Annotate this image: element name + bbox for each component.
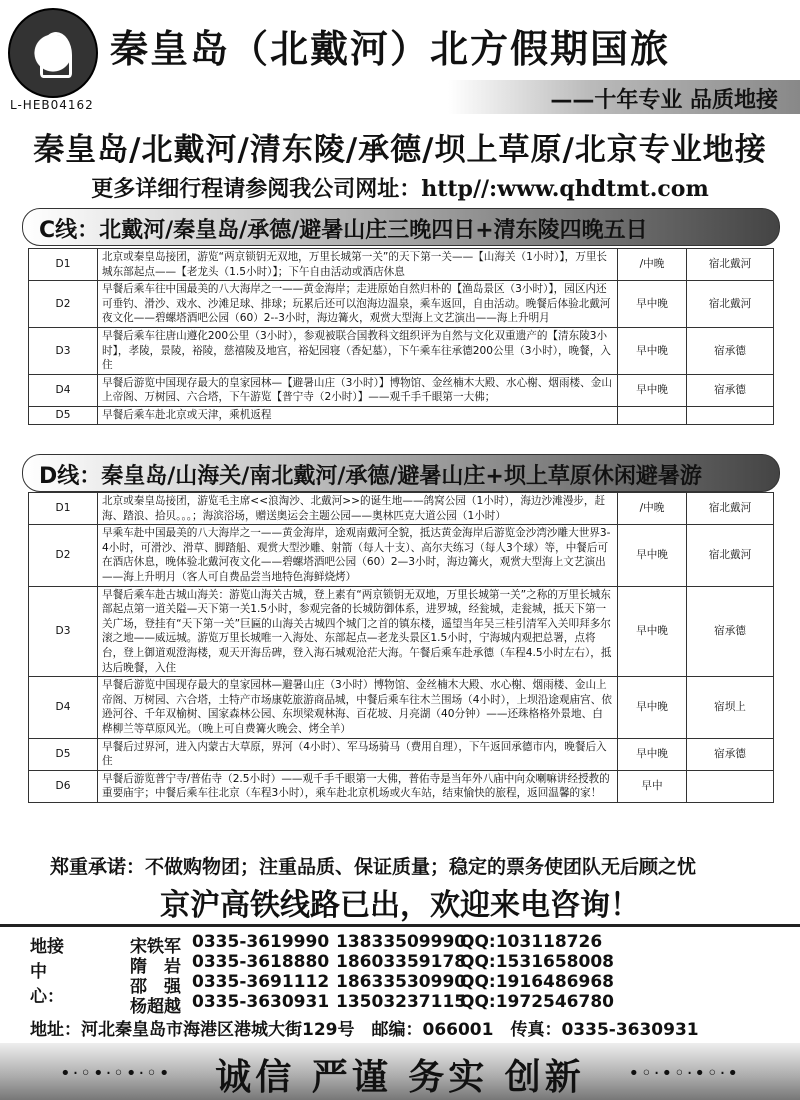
contact-mobile: 13833509990: [336, 932, 467, 952]
description-cell: 早餐后游览中国现存最大的皇家园林—【避暑山庄（3小时）】博物馆、金丝楠木大殿、水心榭、烟雨楼、金山上帝阁、万树园、六合塔，下午游览【普宁寺（2小时）】——观千手千眼第一大佛；: [98, 374, 618, 406]
contact-mobile: 13503237115: [336, 992, 467, 1012]
meals-cell: 早中晚: [618, 586, 687, 677]
line-c-table: [28, 248, 774, 425]
footer: [0, 1043, 800, 1100]
lodging-cell: 宿北戴河: [687, 525, 774, 586]
lodging-cell: 宿北戴河: [687, 281, 774, 328]
day-cell: D6: [29, 770, 98, 802]
contact-phone: 0335-3691112: [192, 972, 330, 992]
itinerary-row: [29, 281, 774, 328]
itinerary-row: [29, 374, 774, 406]
contact-phone: 0335-3618880: [192, 952, 330, 972]
description-cell: 早餐后过界河，进入内蒙古大草原，界河（4小时）、军马场骑马（费用自理），下午返回承德市内，晚餐后入住: [98, 738, 618, 770]
contact-mobile: 18603359178: [336, 952, 467, 972]
contact-name: 邵 强: [130, 977, 181, 997]
contact-qq: QQ:1531658008: [460, 952, 614, 972]
itinerary-row: [29, 677, 774, 738]
description-cell: 北京或秦皇岛接团，游览“两京锁钥无双地，万里长城第一关”的天下第一关——【山海关（1小时）】，万里长城东部起点——【老龙头（1.5小时）】；下午自由活动或酒店休息: [98, 249, 618, 281]
slogan-bar: [448, 80, 800, 114]
company-logo: [8, 8, 98, 98]
contact-phone: 0335-3619990: [192, 932, 330, 952]
day-cell: D4: [29, 677, 98, 738]
itinerary-row: [29, 249, 774, 281]
meals-cell: 早中晚: [618, 374, 687, 406]
description-cell: 早餐后乘车往唐山遵化200公里（3小时），参观被联合国教科文组织评为自然与文化双重遗产的【清东陵3小时】，孝陵，景陵，裕陵，慈禧陵及地宫，裕妃园寝（香妃墓），下午乘车往承德200公里（3小时），晚餐，入住: [98, 327, 618, 374]
lodging-cell: 宿北戴河: [687, 493, 774, 525]
lodging-cell: 宿承德: [687, 327, 774, 374]
meals-cell: 早中晚: [618, 327, 687, 374]
lodging-cell: 宿北戴河: [687, 249, 774, 281]
day-cell: D3: [29, 327, 98, 374]
promise-line: 郑重承诺：不做购物团；注重品质、保证质量；稳定的票务使团队无后顾之忧: [50, 856, 697, 878]
contact-qq: QQ:103118726: [460, 932, 603, 952]
contact-label: 地接中心：: [30, 937, 64, 1007]
contact-mobile: 18633530990: [336, 972, 467, 992]
contact-name: 杨超越: [130, 997, 181, 1017]
itinerary-row: [29, 406, 774, 424]
contact-name: 隋 岩: [130, 957, 181, 977]
contact-qq: QQ:1916486968: [460, 972, 614, 992]
line-d-banner: [22, 454, 780, 492]
description-cell: 早餐后乘车赴北京或天津，乘机返程: [98, 406, 618, 424]
meals-cell: 早中晚: [618, 281, 687, 328]
description-cell: 早餐后游览中国现存最大的皇家园林—避暑山庄（3小时）博物馆、金丝楠木大殿、水心榭、烟雨楼、金山上帝阁、万树园、六合塔，土特产市场康乾旅游商品城，中餐后乘车往木兰围场（4小时），上坝沿途观庙宫、依逊河谷、千年双榆树、国家森林公园、东坝梁观林海、百花坡、月亮湖（40分钟）——还珠格格外景地、白桦柳兰等草原风光。（晚上可自费篝火晚会、烤全羊）: [98, 677, 618, 738]
lodging-cell: 宿承德: [687, 738, 774, 770]
day-cell: D5: [29, 738, 98, 770]
line-d-title: D线：秦皇岛/山海关/南北戴河/承德/避暑山庄+坝上草原休闲避暑游: [39, 464, 702, 489]
company-name: 秦皇岛（北戴河）北方假期国旅: [110, 27, 671, 71]
contact-phone: 0335-3630931: [192, 992, 330, 1012]
meals-cell: [618, 406, 687, 424]
contact-qq: QQ:1972546780: [460, 992, 614, 1012]
slogan: ——十年专业 品质地接: [550, 88, 778, 113]
meals-cell: 早中: [618, 770, 687, 802]
day-cell: D1: [29, 493, 98, 525]
lodging-cell: [687, 770, 774, 802]
day-cell: D2: [29, 281, 98, 328]
lodging-cell: 宿承德: [687, 374, 774, 406]
logo-emblem-icon: [40, 32, 72, 78]
description-cell: 早餐后游览普宁寺/普佑寺（2.5小时）——观千手千眼第一大佛，普佑寺是当年外八庙中向众喇嘛讲经授教的重要庙宇；中餐后乘车往北京（车程3小时），乘车赴北京机场或火车站，结束愉快的旅程，返回温馨的家！: [98, 770, 618, 802]
meals-cell: 早中晚: [618, 738, 687, 770]
meals-cell: 早中晚: [618, 525, 687, 586]
day-cell: D2: [29, 525, 98, 586]
license-code: L-HEB04162: [10, 98, 94, 112]
itinerary-row: [29, 525, 774, 586]
lodging-cell: 宿承德: [687, 586, 774, 677]
itinerary-row: [29, 493, 774, 525]
itinerary-row: [29, 738, 774, 770]
line-d-table: [28, 492, 774, 803]
day-cell: D3: [29, 586, 98, 677]
day-cell: D5: [29, 406, 98, 424]
footer-motto: 诚信 严谨 务实 创新: [215, 1057, 585, 1098]
divider-top: [0, 924, 800, 927]
decoration-dots-left-icon: •·◦•·◦•·◦•: [60, 1063, 172, 1084]
description-cell: 早餐后乘车往中国最美的八大海岸之一——黄金海岸；走进原始自然归朴的【渔岛景区（3小时）】，园区内还可垂钓、滑沙、戏水、沙滩足球、排球；玩累后还可以泡海边温泉，乘车返回，自由活动。晚餐后体验北戴河夜文化——碧螺塔酒吧公园（60）2--3小时，海边篝火，观赏大型海上文艺演出——海上升明月: [98, 281, 618, 328]
description-cell: 早餐后乘车赴古城山海关：游览山海关古城，登上素有“两京锁钥无双地，万里长城第一关”之称的万里长城东部起点第一道关隘—天下第一关1.5小时，参观完备的长城防御体系，进罗城，经瓮城，走瓮城，抵天下第一关广场，登挂有“天下第一关”巨匾的山海关古城四个城门之首的镇东楼，遥望当年吴三桂引清军入关叩拜多尔滚之地——威远城。游览万里长城唯一入海处、东部起点—老龙头景区1.5小时，宁海城内观把总署，点将台，登上御道观澄海楼，观天开海岳碑，登入海石城观沧茫大海。午餐后乘车赴承德（车程4.5小时左右），抵达后晚餐，入住: [98, 586, 618, 677]
itinerary-row: [29, 770, 774, 802]
meals-cell: 早中晚: [618, 677, 687, 738]
address-line: 地址：河北秦皇岛市海港区港城大街129号 邮编：066001 传真：0335-3630931: [30, 1020, 699, 1040]
itinerary-row: [29, 327, 774, 374]
meals-cell: /中晚: [618, 249, 687, 281]
decoration-dots-right-icon: •◦·•◦·•◦·•: [628, 1063, 740, 1084]
lodging-cell: [687, 406, 774, 424]
train-notice: 京沪高铁线路已出，欢迎来电咨询！: [160, 888, 640, 923]
routes-line: 秦皇岛/北戴河/清东陵/承德/坝上草原/北京专业地接: [33, 132, 767, 168]
description-cell: 北京或秦皇岛接团，游览毛主席<<浪淘沙、北戴河>>的诞生地——鸽窝公园（1小时），海边沙滩漫步，赶海、踏浪、拾贝。。。；海滨浴场，赠送奥运会主题公园——奥林匹克大道公园（1小时）: [98, 493, 618, 525]
lodging-cell: 宿坝上: [687, 677, 774, 738]
itinerary-row: [29, 586, 774, 677]
line-c-title: C线：北戴河/秦皇岛/承德/避暑山庄三晚四日+清东陵四晚五日: [39, 218, 648, 243]
meals-cell: /中晚: [618, 493, 687, 525]
website-line: 更多详细行程请参阅我公司网址：http//:www.qhdtmt.com: [91, 176, 709, 202]
contact-name: 宋铁军: [130, 937, 181, 957]
day-cell: D4: [29, 374, 98, 406]
description-cell: 早乘车赴中国最美的八大海岸之一——黄金海岸，途观南戴河全貌，抵达黄金海岸后游览金沙湾沙雕大世界3-4小时，可滑沙、滑草、脚踏船、观赏大型沙雕、射箭（每人十支）、高尔夫练习（每人3个球）等，中餐后可在酒店休息，晚体验北戴河夜文化——碧螺塔酒吧公园（60）2—3小时，海边篝火，观赏大型海上文艺演出——海上升明月（客人可自费品尝当地特色海鲜烧烤）: [98, 525, 618, 586]
line-c-banner: [22, 208, 780, 246]
header: [0, 0, 800, 118]
day-cell: D1: [29, 249, 98, 281]
